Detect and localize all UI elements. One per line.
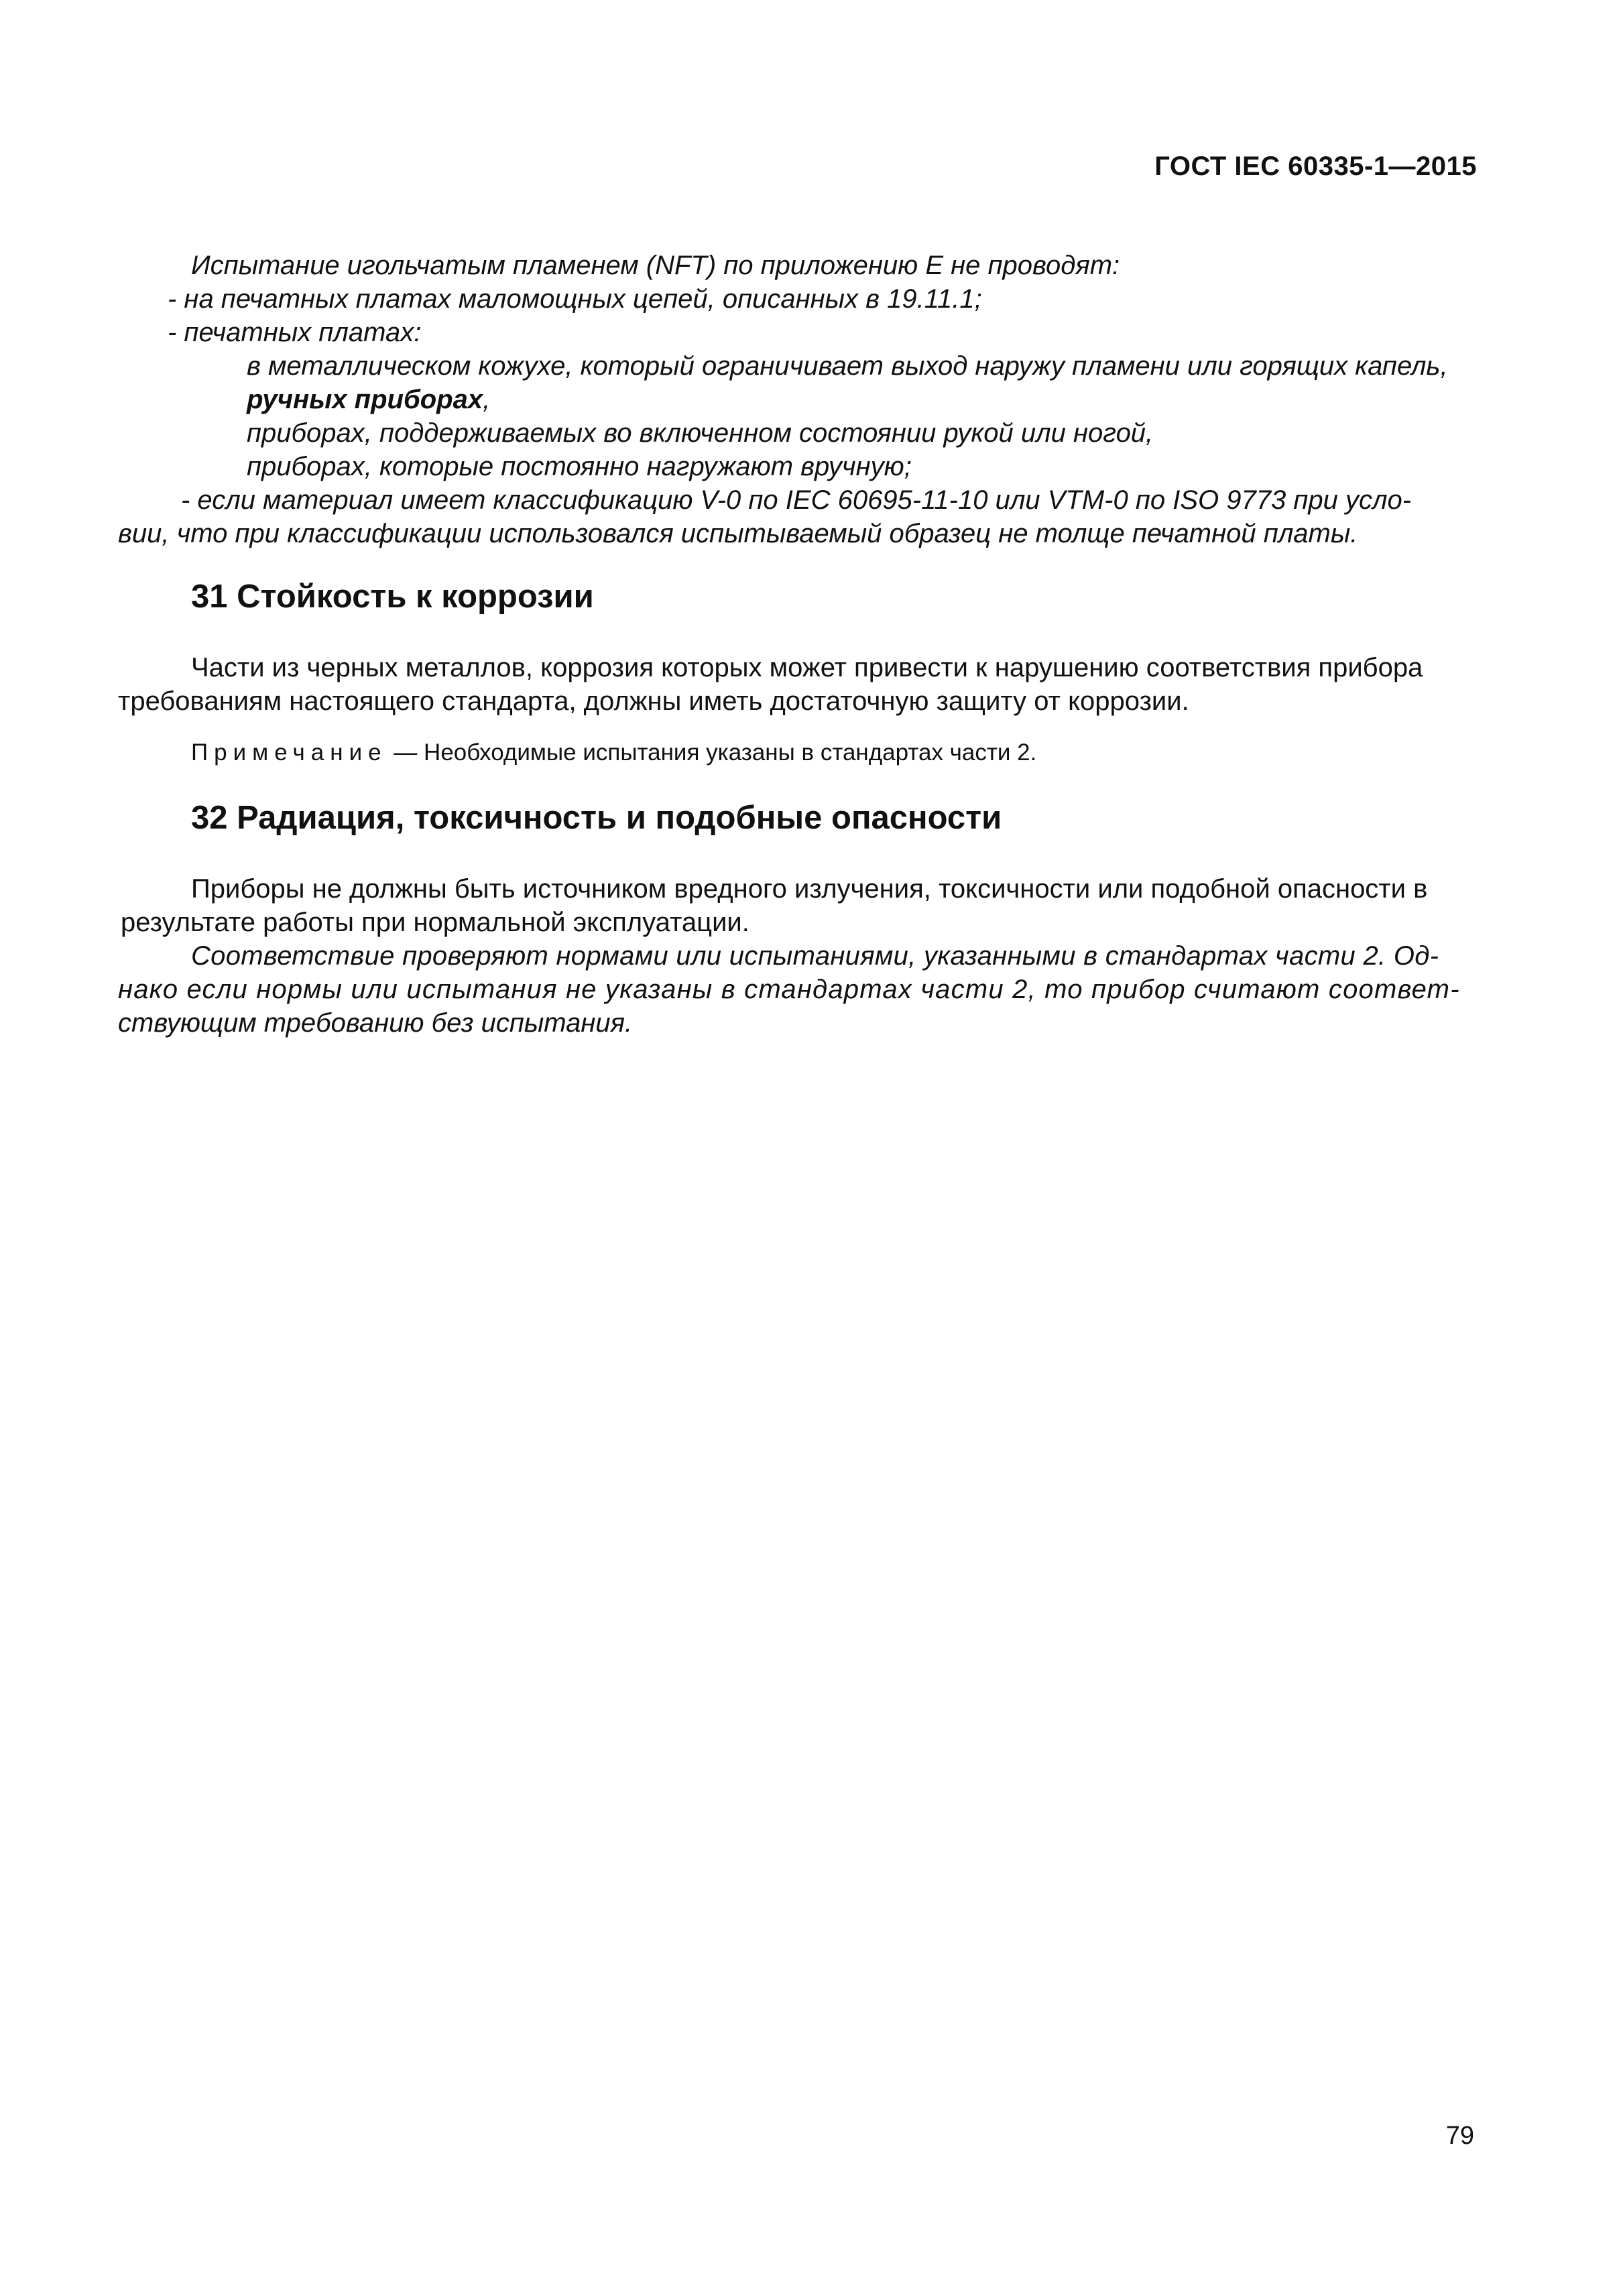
note-label: Примечание [191, 739, 387, 766]
compliance-line-3: ствующим требованию без испытания. [118, 1008, 633, 1038]
standard-id-header: ГОСТ IEC 60335-1—2015 [1154, 152, 1477, 181]
nft-item-3-line-2: вии, что при классификации использовался испытываемый образец не толще печатной платы. [118, 519, 1358, 548]
nft-item-3-line-1: - если материал имеет классификацию V-0 по IEC 60695-11-10 или VTM-0 по ISO 9773 при усло- [181, 485, 1412, 515]
section-31-para-line-1: Части из черных металлов, коррозия которых может привести к нарушению соответствия прибора [191, 653, 1423, 682]
nft-item-1: - на печатных платах маломощных цепей, описанных в 19.11.1; [168, 284, 982, 314]
nft-item-2: - печатных платах: [168, 318, 422, 347]
section-32-para-line-2: результате работы при нормальной эксплуатации. [121, 908, 749, 937]
nft-intro: Испытание игольчатым пламенем (NFT) по приложению E не проводят: [191, 251, 1120, 280]
compliance-line-2: нако если нормы или испытания не указаны в стандартах части 2, то прибор считают соответ- [118, 975, 1460, 1004]
nft-sub-item-4: приборах, которые постоянно нагружают вручную; [247, 452, 912, 481]
nft-sub-item-2-bold: ручных приборах [247, 385, 483, 414]
note-text: — Необходимые испытания указаны в стандартах части 2. [387, 739, 1037, 766]
page-number: 79 [1445, 2122, 1474, 2150]
section-31-heading: 31 Стойкость к коррозии [191, 579, 594, 615]
compliance-line-1: Соответствие проверяют нормами или испытаниями, указанными в стандартах части 2. Од- [191, 941, 1439, 971]
section-31-para-line-2: требованиям настоящего стандарта, должны иметь достаточную защиту от коррозии. [118, 686, 1189, 716]
section-32-para-line-1: Приборы не должны быть источником вредного излучения, токсичности или подобной опасности в [191, 874, 1428, 904]
nft-sub-item-2-tail: , [483, 385, 491, 414]
nft-sub-item-1: в металлическом кожухе, который ограничивает выход наружу пламени или горящих капель, [247, 351, 1448, 381]
section-31-note [191, 739, 1036, 766]
nft-sub-item-3: приборах, поддерживаемых во включенном состоянии рукой или ногой, [247, 418, 1154, 448]
section-32-heading: 32 Радиация, токсичность и подобные опасности [191, 800, 1002, 836]
nft-sub-item-2 [247, 382, 1608, 417]
